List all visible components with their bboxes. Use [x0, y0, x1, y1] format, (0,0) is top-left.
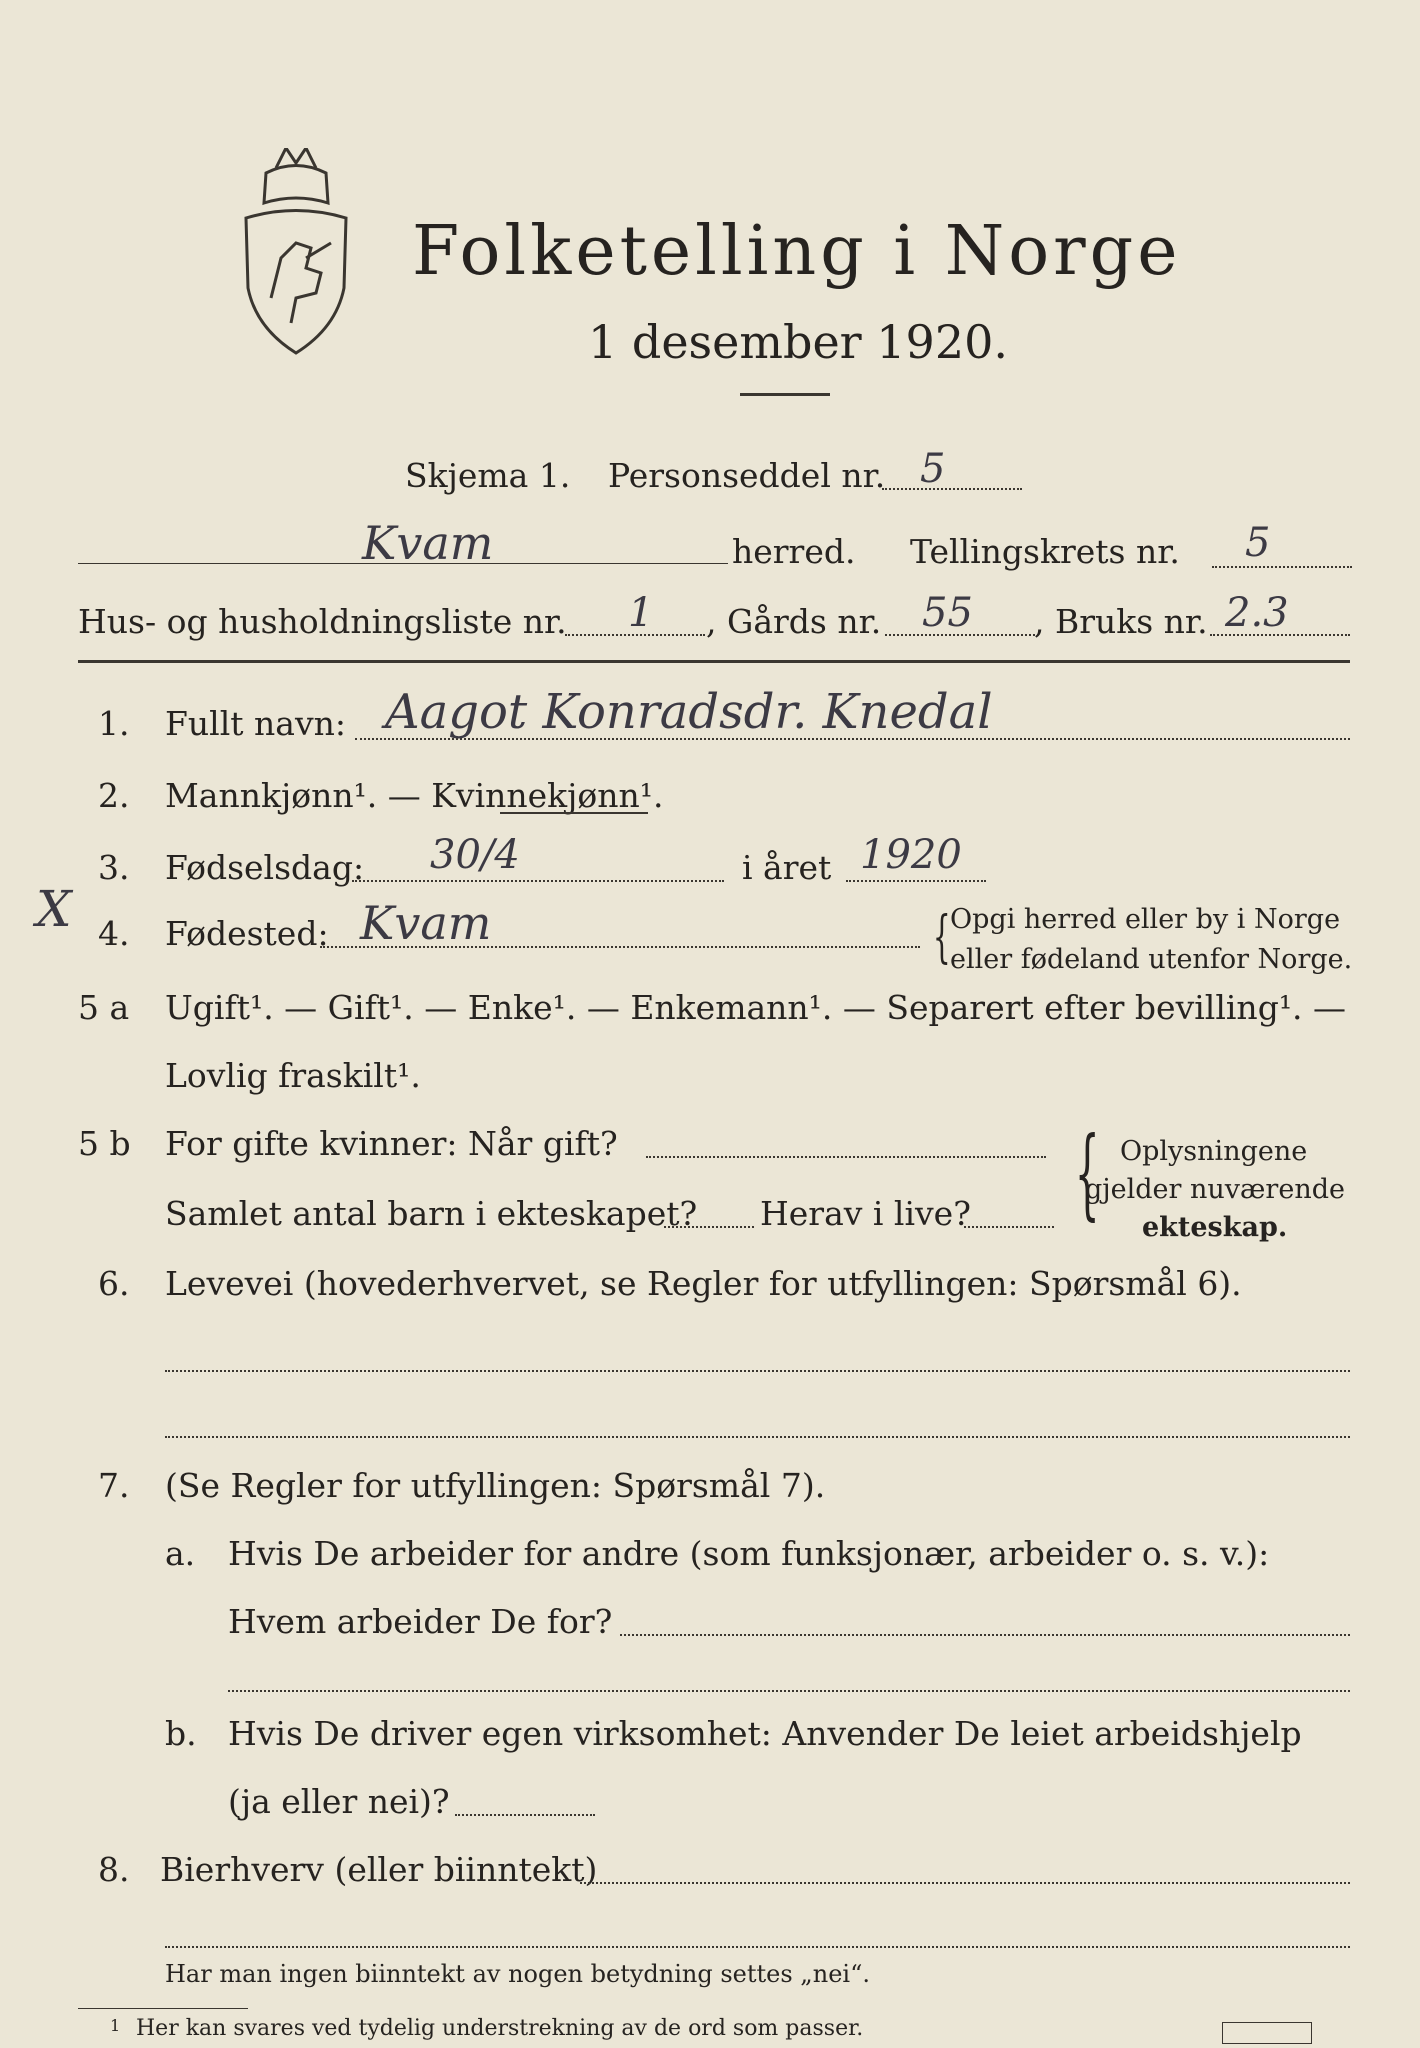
q2-label: Mannkjønn¹. — Kvinnekjønn¹. [165, 776, 664, 815]
q7a-number: a. [165, 1534, 196, 1573]
q7b-label: Hvis De driver egen virksomhet: Anvender De leiet arbeidshjelp [228, 1714, 1302, 1753]
q6-number: 6. [98, 1264, 130, 1303]
q5b-alive-label: Herav i live? [760, 1194, 971, 1233]
q1-label: Fullt navn: [165, 704, 346, 743]
q6-label: Levevei (hovederhvervet, se Regler for utfyllingen: Spørsmål 6). [165, 1264, 1242, 1303]
full-name-value: Aagot Konradsdr. Knedal [385, 684, 993, 740]
husholdning-label: Hus- og husholdningsliste nr. [78, 602, 567, 641]
footer-note: Har man ingen biinntekt av nogen betydning settes „nei“. [165, 1960, 870, 1988]
q5a-label: Ugift¹. — Gift¹. — Enke¹. — Enkemann¹. — Separert efter bevilling¹. — [165, 988, 1347, 1027]
side-income-field-line2[interactable] [165, 1946, 1350, 1948]
personseddel-label: Personseddel nr. [608, 456, 886, 495]
q7a-employer-label: Hvem arbeider De for? [228, 1602, 613, 1641]
census-date: 1 desember 1920. [588, 315, 1008, 369]
birthplace-value: Kvam [360, 896, 492, 950]
q5b-label: For gifte kvinner: Når gift? [165, 1124, 618, 1163]
q3-label: Fødselsdag: [165, 848, 365, 887]
gards-value: 55 [922, 590, 973, 636]
birth-year-field[interactable] [846, 880, 986, 882]
q5b-note-line3: ekteskap. [1142, 1212, 1288, 1243]
q4-margin-mark: X [36, 880, 72, 938]
q7a-label: Hvis De arbeider for andre (som funksjonær, arbeider o. s. v.): [228, 1534, 1270, 1573]
q7-label: (Se Regler for utfyllingen: Spørsmål 7). [165, 1466, 826, 1505]
kvinnekjonn-underline [500, 812, 648, 814]
q7b-number: b. [165, 1714, 197, 1753]
q5b-children-label: Samlet antal barn i ekteskapet? [165, 1194, 698, 1233]
q3-number: 3. [98, 848, 130, 887]
married-date-field[interactable] [646, 1156, 1046, 1158]
bruks-label: , Bruks nr. [1034, 602, 1208, 641]
coat-of-arms-icon [236, 148, 356, 358]
header-divider [78, 660, 1350, 663]
gards-label: , Gårds nr. [706, 602, 882, 641]
q5b-number: 5 b [78, 1124, 131, 1163]
q2-number: 2. [98, 776, 130, 815]
q4-number: 4. [98, 914, 130, 953]
q7-number: 7. [98, 1466, 130, 1505]
footnote-number: 1 [110, 2016, 121, 2035]
children-count-field[interactable] [664, 1226, 754, 1228]
q5a-label-cont: Lovlig fraskilt¹. [165, 1056, 421, 1095]
side-income-field[interactable] [580, 1882, 1350, 1884]
birthday-value: 30/4 [430, 832, 520, 878]
hired-help-field[interactable] [455, 1814, 595, 1816]
q4-brace: { [932, 905, 951, 970]
q4-note-line2: eller fødeland utenfor Norge. [950, 944, 1353, 975]
tellingskrets-field[interactable] [1212, 566, 1352, 568]
occupation-field-line1[interactable] [165, 1370, 1350, 1372]
form-title: Folketelling i Norge [412, 212, 1182, 291]
birth-year-value: 1920 [860, 832, 962, 878]
tellingskrets-label: Tellingskrets nr. [910, 532, 1180, 571]
q5b-note-line1: Oplysningene [1120, 1136, 1308, 1167]
q1-number: 1. [98, 704, 130, 743]
title-divider [740, 393, 830, 396]
footnote-text: Her kan svares ved tydelig understrekning av de ord som passer. [136, 2016, 864, 2041]
q4-label: Fødested: [165, 914, 329, 953]
q7b-answer-label: (ja eller nei)? [228, 1782, 450, 1821]
birthday-field[interactable] [352, 880, 724, 882]
tellingskrets-value: 5 [1245, 520, 1271, 566]
printer-stamp [1222, 2022, 1312, 2044]
footnote-divider [78, 2008, 248, 2009]
q8-number: 8. [98, 1850, 130, 1889]
employer-field[interactable] [620, 1634, 1350, 1636]
personseddel-field[interactable] [882, 488, 1022, 490]
personseddel-value: 5 [920, 446, 946, 492]
q8-label: Bierhverv (eller biinntekt) [160, 1850, 598, 1889]
bruks-value: 2.3 [1225, 590, 1289, 636]
q5a-number: 5 a [78, 988, 130, 1027]
q5b-brace: { [1074, 1117, 1100, 1231]
herred-label: herred. [732, 532, 856, 571]
husholdning-value: 1 [628, 590, 654, 636]
employer-field-line2[interactable] [228, 1690, 1350, 1692]
herred-value: Kvam [362, 516, 494, 570]
occupation-field-line2[interactable] [165, 1436, 1350, 1438]
schema-label: Skjema 1. [405, 456, 571, 495]
children-alive-field[interactable] [964, 1226, 1054, 1228]
q3-year-label: i året [742, 848, 832, 887]
q5b-note-line2: gjelder nuværende [1085, 1174, 1345, 1205]
q4-note-line1: Opgi herred eller by i Norge [950, 904, 1341, 935]
